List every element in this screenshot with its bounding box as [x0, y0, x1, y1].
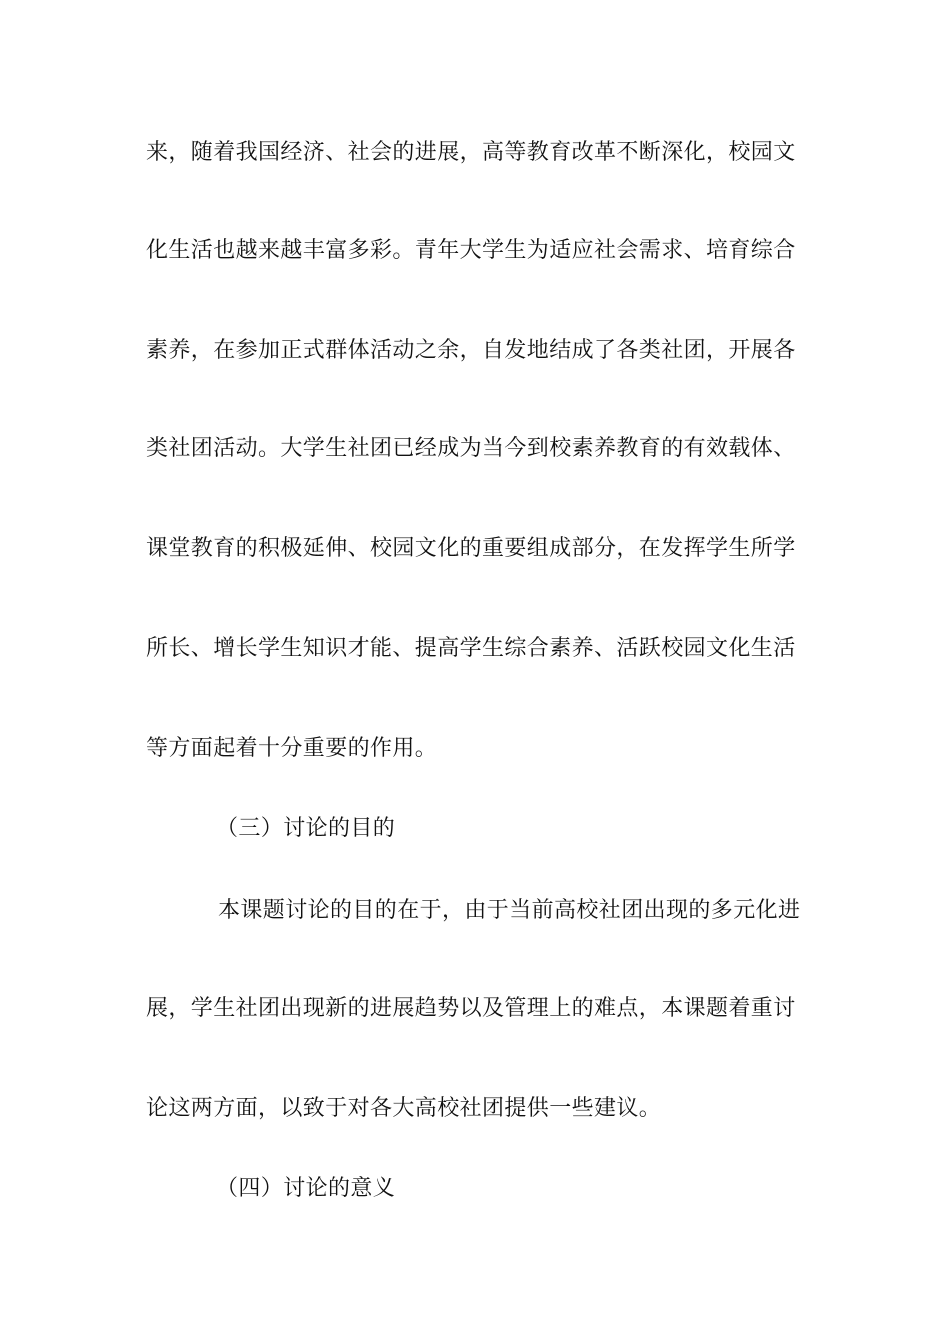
paragraph-line: 等方面起着十分重要的作用。 [146, 736, 438, 761]
paragraph-line: 所长、增长学生知识才能、提高学生综合素养、活跃校园文化生活 [146, 636, 796, 661]
paragraph-line: 来，随着我国经济、社会的进展，高等教育改革不断深化，校园文 [146, 140, 796, 165]
section-heading: （三）讨论的目的 [216, 816, 396, 841]
paragraph-line: 类社团活动。大学生社团已经成为当今到校素养教育的有效载体、 [146, 436, 796, 461]
paragraph-line: 素养，在参加正式群体活动之余，自发地结成了各类社团，开展各 [146, 338, 796, 363]
section-heading: （四）讨论的意义 [216, 1176, 396, 1201]
paragraph-line: 论这两方面，以致于对各大高校社团提供一些建议。 [146, 1096, 662, 1121]
paragraph-line: 展，学生社团出现新的进展趋势以及管理上的难点，本课题着重讨 [146, 996, 796, 1021]
paragraph-line: 课堂教育的积极延伸、校园文化的重要组成部分，在发挥学生所学 [146, 536, 796, 561]
paragraph-line: 本课题讨论的目的在于，由于当前高校社团出现的多元化进 [218, 898, 801, 923]
paragraph-line: 化生活也越来越丰富多彩。青年大学生为适应社会需求、培育综合 [146, 238, 796, 263]
